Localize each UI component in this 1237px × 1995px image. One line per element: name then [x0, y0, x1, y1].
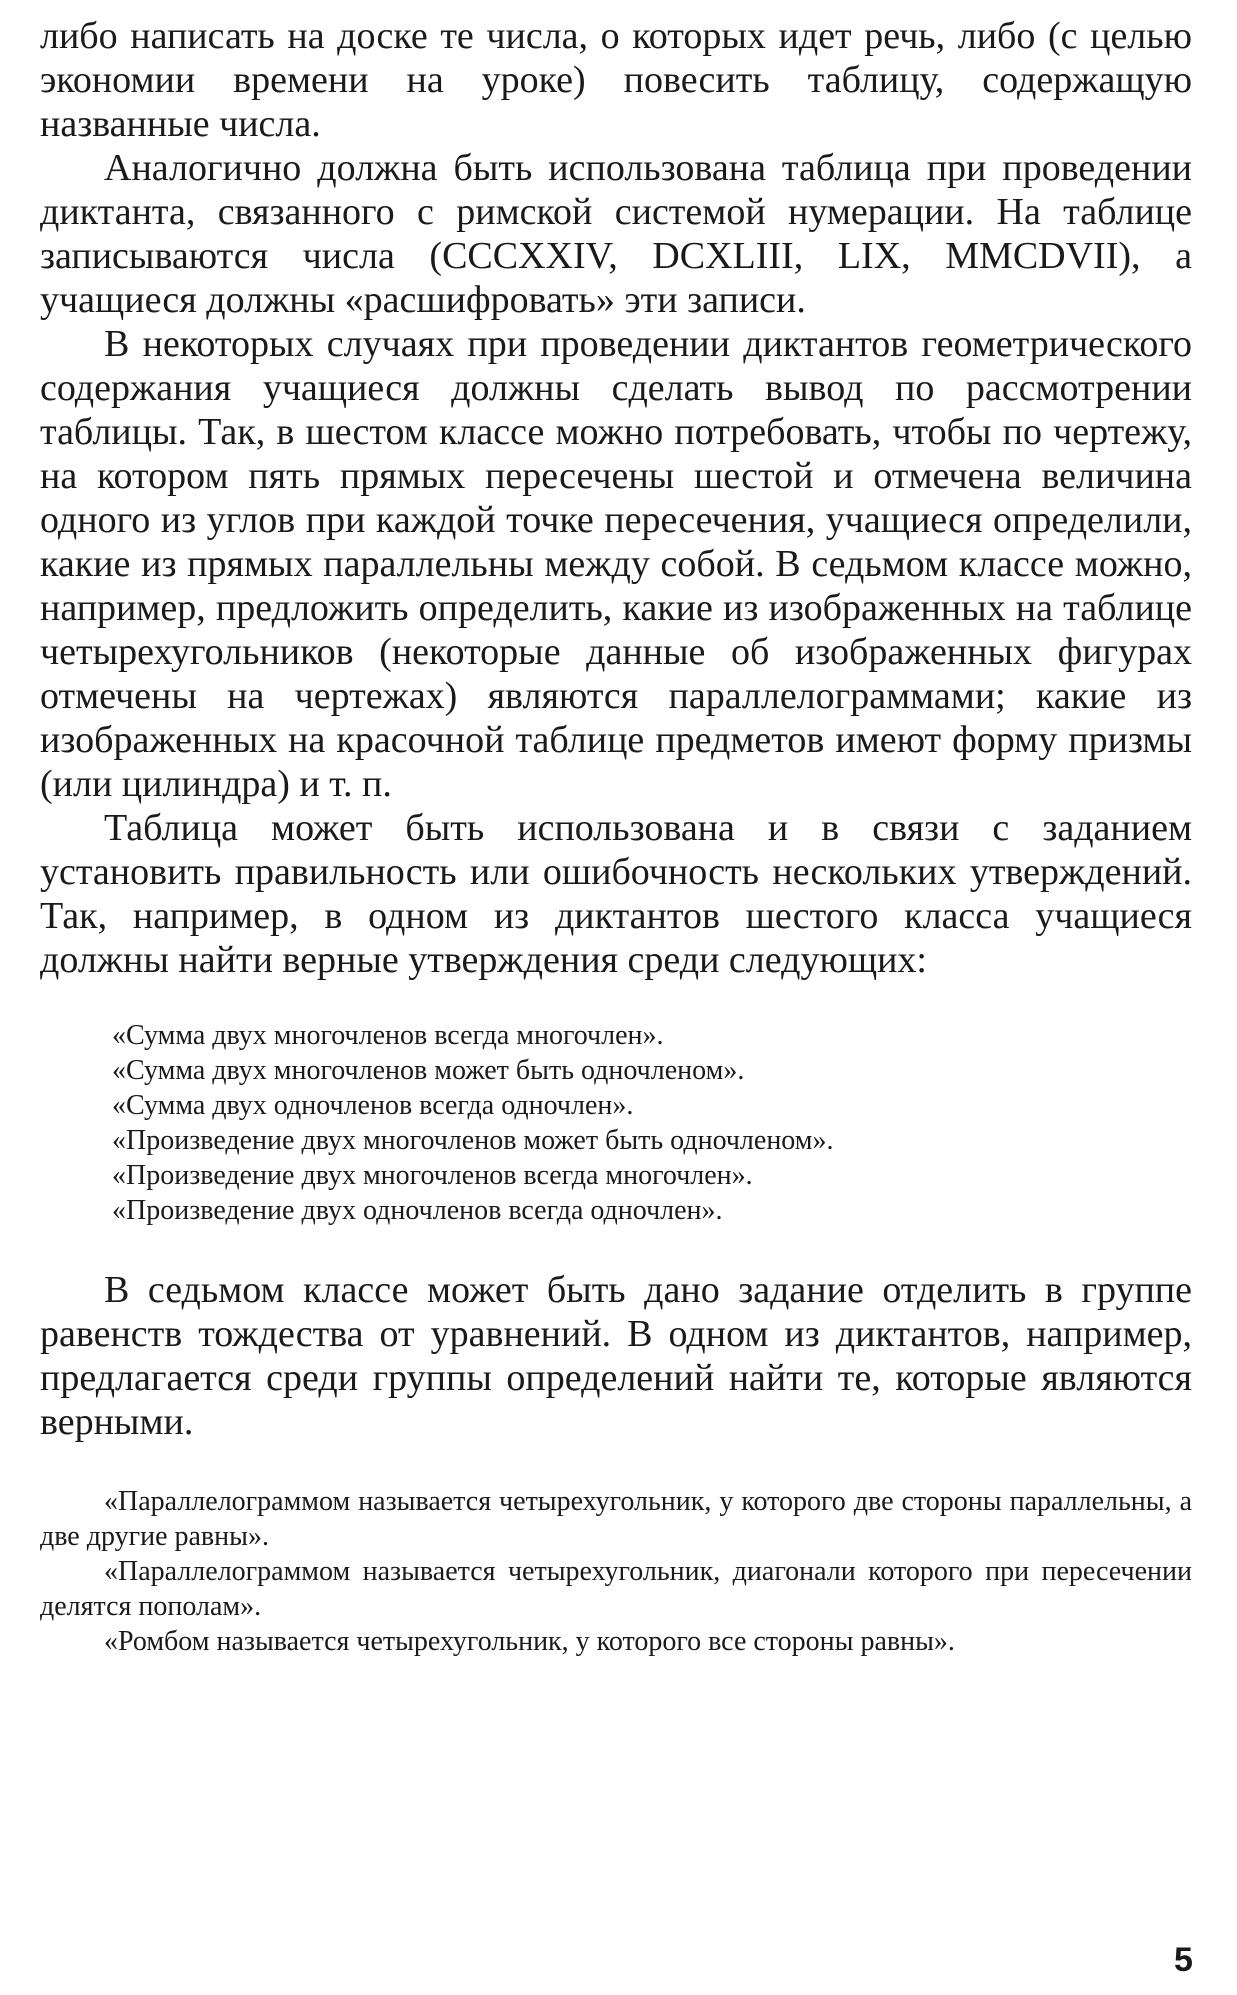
page-number: 5 — [1174, 1941, 1193, 1979]
definitions-list — [40, 1484, 1192, 1659]
paragraph-roman-numerals: Аналогично должна быть использована таблица при проведении диктанта, связанного с римской системой нумерации. На таблице записываются числа (CCCXXIV, DCXLIII, LIX, MMCDVII), а учащиеся должны «расшифровать» эти записи. — [40, 147, 1192, 321]
paragraph-seventh-grade: В седьмом классе может быть дано задание отделить в группе равенств тождества от уравнений. В одном из диктантов, например, предлагается среди группы определений найти те, которые являются верными. — [40, 1269, 1192, 1443]
paragraph-statements-intro: Таблица может быть использована и в связи с заданием установить правильность или ошибочность нескольких утверждений. Так, например, в одном из диктантов шестого класса учащиеся должны найти верные утверждения среди следующих: — [40, 807, 1192, 981]
definition-item: «Ромбом называется четырехугольник, у которого все стороны равны». — [104, 1626, 955, 1657]
statement-item: «Сумма двух многочленов всегда многочлен». — [112, 1020, 664, 1051]
page-content — [40, 14, 1192, 1659]
statement-item: «Сумма двух многочленов может быть одночленом». — [112, 1055, 745, 1086]
statement-item: «Произведение двух одночленов всегда одночлен». — [112, 1195, 723, 1226]
statements-list — [40, 1018, 1192, 1228]
paragraph-geometry-dictations: В некоторых случаях при проведении диктантов геометрического содержания учащиеся должны сделать вывод по рассмотрении таблицы. Так, в шестом классе можно потребовать, чтобы по чертежу, на котором пять прямых пересечены шестой и отмечена величина одного из углов при каждой точке пересечения, учащиеся определили, какие из прямых параллельны между собой. В седьмом классе можно, например, предложить определить, какие из изображенных на таблице четырехугольников (некоторые данные об изображенных фигурах отмечены на чертежах) являются параллелограммами; какие из изображенных на красочной таблице предметов имеют форму призмы (или цилиндра) и т. п. — [40, 323, 1192, 805]
paragraph-continuation: либо написать на доске те числа, о которых идет речь, либо (с целью экономии времени на уроке) повесить таблицу, содержащую названные числа. — [40, 15, 1192, 145]
definition-item: «Параллелограммом называется четырехугольник, диагонали которого при пересечении делятся пополам». — [40, 1556, 1192, 1622]
definition-item: «Параллелограммом называется четырехугольник, у которого две стороны параллельны, а две другие равны». — [40, 1486, 1192, 1552]
statement-item: «Сумма двух одночленов всегда одночлен». — [112, 1090, 634, 1121]
statement-item: «Произведение двух многочленов всегда многочлен». — [112, 1160, 753, 1191]
statement-item: «Произведение двух многочленов может быть одночленом». — [112, 1125, 834, 1156]
